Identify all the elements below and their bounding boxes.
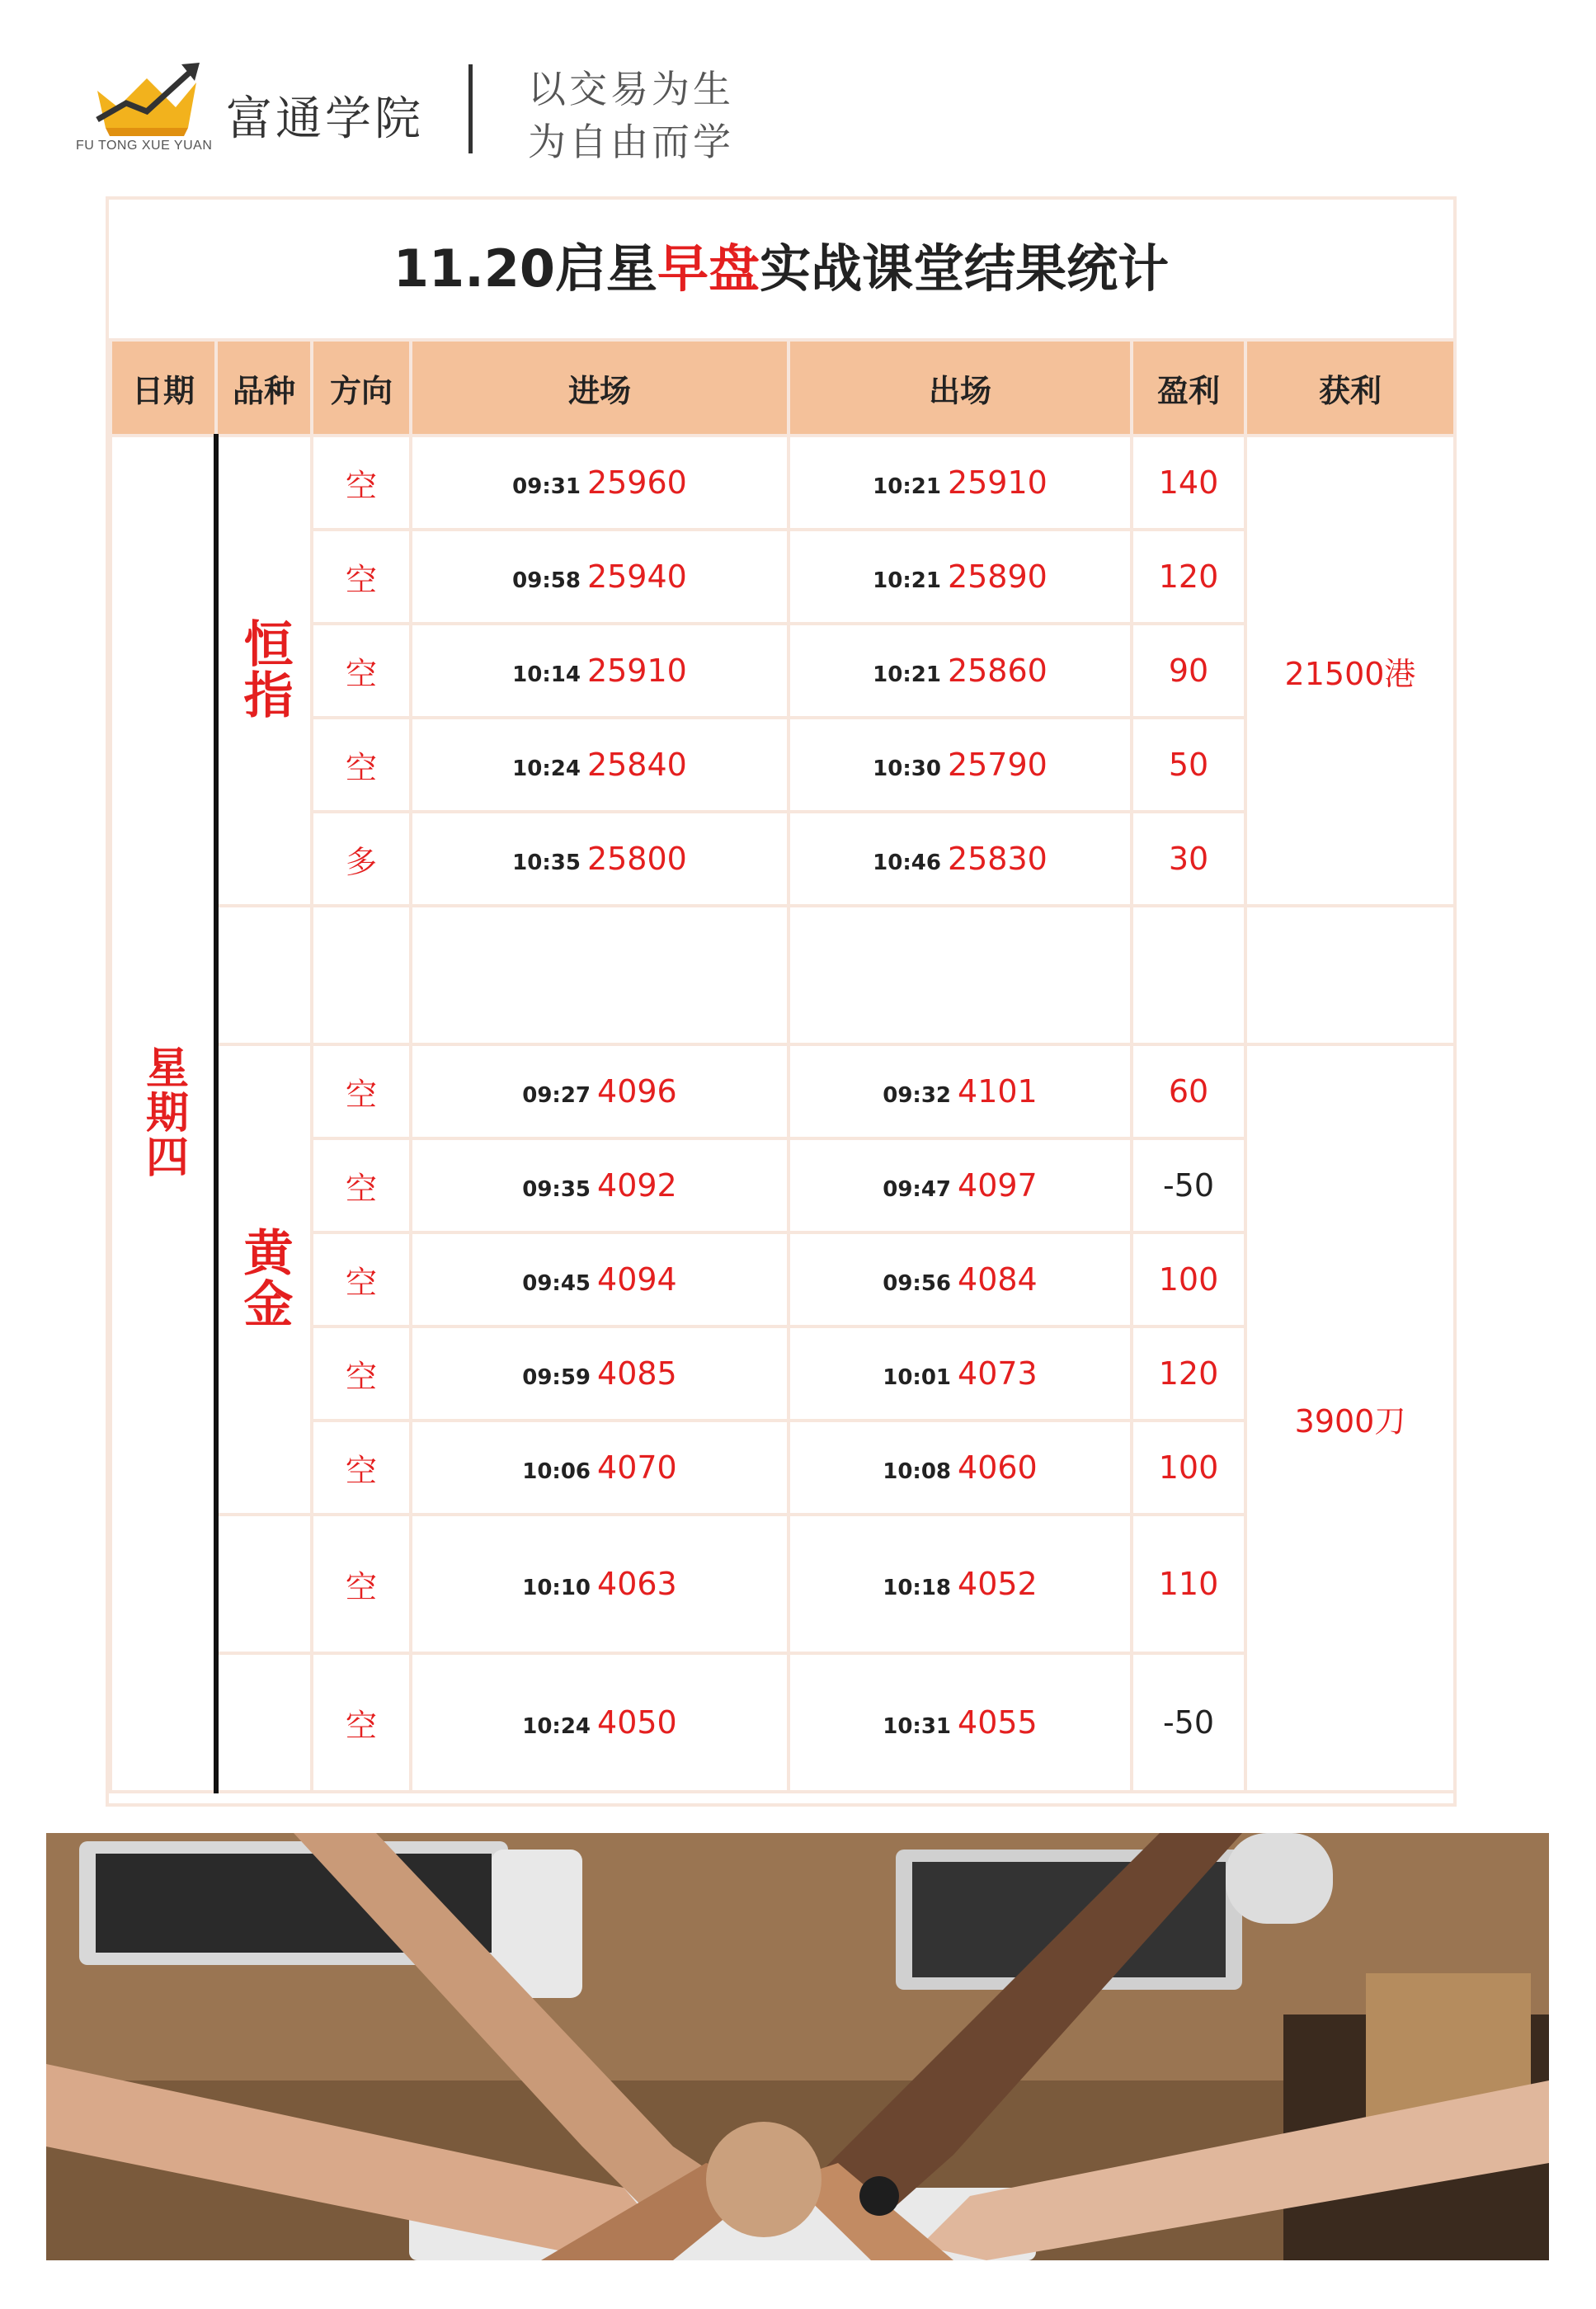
- direction-value: 空: [345, 467, 377, 504]
- exit-price: 4055: [958, 1704, 1038, 1741]
- table-row: [111, 436, 1455, 530]
- exit-time: 10:01: [883, 1365, 952, 1390]
- spacer-cell: [1132, 906, 1245, 1044]
- spacer-row: [111, 906, 1455, 1044]
- profit-value: 120: [1158, 1355, 1219, 1392]
- title-highlight: 早盘: [657, 238, 760, 299]
- results-card: [106, 196, 1457, 1807]
- profit-value: 120: [1158, 558, 1219, 595]
- exit-time: 10:21: [873, 474, 941, 499]
- exit-price: 4084: [958, 1261, 1038, 1298]
- exit-time: 10:21: [873, 662, 941, 687]
- entry-time: 09:58: [512, 568, 581, 593]
- direction-value: 空: [345, 655, 377, 692]
- table-row: [111, 1044, 1455, 1138]
- entry-cell: [411, 1653, 789, 1792]
- exit-price: 25860: [947, 653, 1048, 689]
- direction-cell: [312, 1653, 411, 1792]
- exit-cell: [789, 530, 1132, 624]
- direction-value: 空: [345, 1264, 377, 1301]
- exit-time: 09:32: [883, 1083, 952, 1108]
- profit-value: 110: [1158, 1566, 1219, 1602]
- entry-time: 09:31: [512, 474, 581, 499]
- direction-cell: [312, 1421, 411, 1515]
- entry-price: 25940: [586, 558, 687, 595]
- entry-time: 09:27: [522, 1083, 591, 1108]
- exit-price: 25830: [947, 841, 1048, 877]
- exit-price: 4060: [958, 1449, 1038, 1486]
- entry-cell: [411, 812, 789, 906]
- direction-cell: [312, 718, 411, 812]
- instrument-cell-empty: [216, 1653, 312, 1792]
- teamwork-photo: [46, 1833, 1549, 2260]
- header-direction: 方向: [312, 340, 411, 436]
- entry-time: 10:14: [512, 662, 581, 687]
- profit-value: 60: [1168, 1073, 1209, 1110]
- instrument-name: 恒指: [235, 618, 294, 720]
- entry-price: 25910: [586, 653, 687, 689]
- date-label: 星期四: [138, 1045, 188, 1179]
- direction-value: 空: [345, 749, 377, 786]
- profit-cell: [1132, 1515, 1245, 1653]
- exit-time: 09:47: [883, 1177, 952, 1202]
- direction-cell: [312, 1326, 411, 1421]
- exit-cell: [789, 1653, 1132, 1792]
- exit-cell: [789, 1044, 1132, 1138]
- direction-cell: [312, 436, 411, 530]
- entry-time: 09:59: [522, 1365, 591, 1390]
- profit-value: 50: [1168, 747, 1209, 783]
- exit-cell: [789, 624, 1132, 718]
- exit-time: 10:08: [883, 1459, 952, 1484]
- instrument-cell: [216, 436, 312, 906]
- profit-cell: [1132, 436, 1245, 530]
- exit-time: 10:21: [873, 568, 941, 593]
- exit-price: 4101: [958, 1073, 1038, 1110]
- exit-cell: [789, 718, 1132, 812]
- profit-cell: [1132, 718, 1245, 812]
- exit-cell: [789, 1232, 1132, 1326]
- profit-cell: [1132, 1421, 1245, 1515]
- exit-price: 25910: [947, 464, 1048, 501]
- header-date: 日期: [111, 340, 216, 436]
- exit-cell: [789, 1326, 1132, 1421]
- page-header: [0, 0, 1596, 190]
- entry-cell: [411, 1326, 789, 1421]
- page-title: [109, 200, 1453, 338]
- profit-value: 30: [1168, 841, 1209, 877]
- entry-price: 4094: [597, 1261, 677, 1298]
- profit-value: 140: [1158, 464, 1219, 501]
- exit-cell: [789, 436, 1132, 530]
- direction-cell: [312, 1138, 411, 1232]
- direction-value: 空: [345, 1568, 377, 1605]
- title-prefix: 11.20启星: [393, 238, 658, 299]
- crown-logo-icon: [89, 58, 205, 140]
- spacer-cell: [216, 906, 312, 1044]
- exit-price: 25890: [947, 558, 1048, 595]
- entry-price: 25960: [586, 464, 687, 501]
- entry-time: 09:45: [522, 1271, 591, 1296]
- entry-price: 25840: [586, 747, 687, 783]
- direction-cell: [312, 1232, 411, 1326]
- table-header-row: [111, 340, 1455, 436]
- exit-time: 10:46: [873, 851, 941, 875]
- direction-value: 空: [345, 1452, 377, 1489]
- entry-price: 4085: [597, 1355, 677, 1392]
- profit-cell: [1132, 1653, 1245, 1792]
- entry-time: 10:35: [512, 851, 581, 875]
- profit-value: 100: [1158, 1449, 1219, 1486]
- exit-time: 10:30: [873, 756, 941, 781]
- spacer-cell: [312, 906, 411, 1044]
- spacer-cell: [789, 906, 1132, 1044]
- entry-cell: [411, 530, 789, 624]
- header-instrument: 品种: [216, 340, 312, 436]
- entry-cell: [411, 718, 789, 812]
- exit-time: 10:31: [883, 1714, 952, 1739]
- spacer-cell: [1245, 906, 1455, 1044]
- profit-cell: [1132, 1232, 1245, 1326]
- entry-price: 25800: [586, 841, 687, 877]
- direction-value: 空: [345, 1707, 377, 1744]
- profit-cell: [1132, 812, 1245, 906]
- entry-time: 10:10: [522, 1576, 591, 1600]
- slogan-line-2: 为自由而学: [528, 120, 734, 164]
- logo-english-name: FU TONG XUE YUAN: [76, 139, 213, 153]
- header-entry: 进场: [411, 340, 789, 436]
- teamwork-fist-bump-photo: [46, 1833, 1549, 2260]
- exit-cell: [789, 1515, 1132, 1653]
- header-total: 获利: [1245, 340, 1455, 436]
- exit-cell: [789, 1421, 1132, 1515]
- entry-cell: [411, 1044, 789, 1138]
- exit-time: 09:56: [883, 1271, 952, 1296]
- direction-value: 空: [345, 1170, 377, 1207]
- instrument-cell: [216, 1044, 312, 1515]
- spacer-cell: [411, 906, 789, 1044]
- entry-cell: [411, 1515, 789, 1653]
- total-value: 3900刀: [1294, 1402, 1406, 1440]
- profit-value: 100: [1158, 1261, 1219, 1298]
- exit-price: 4097: [958, 1167, 1038, 1204]
- profit-cell: [1132, 530, 1245, 624]
- direction-value: 空: [345, 561, 377, 598]
- entry-cell: [411, 1138, 789, 1232]
- results-table: [109, 338, 1457, 1793]
- date-cell: [111, 436, 216, 1792]
- profit-value: -50: [1162, 1704, 1215, 1741]
- profit-cell: [1132, 1044, 1245, 1138]
- instrument-name: 黄金: [235, 1227, 294, 1329]
- profit-value: -50: [1162, 1167, 1215, 1204]
- profit-value: 90: [1168, 653, 1209, 689]
- direction-cell: [312, 1515, 411, 1653]
- profit-cell: [1132, 624, 1245, 718]
- exit-cell: [789, 812, 1132, 906]
- header-divider: [468, 64, 473, 153]
- exit-cell: [789, 1138, 1132, 1232]
- direction-cell: [312, 1044, 411, 1138]
- exit-price: 25790: [947, 747, 1048, 783]
- profit-cell: [1132, 1138, 1245, 1232]
- slogan-line-1: 以交易为生: [528, 67, 734, 111]
- entry-price: 4070: [597, 1449, 677, 1486]
- entry-price: 4050: [597, 1704, 677, 1741]
- total-value: 21500港: [1284, 655, 1416, 692]
- entry-time: 10:24: [522, 1714, 591, 1739]
- direction-value: 多: [345, 843, 377, 880]
- entry-time: 10:24: [512, 756, 581, 781]
- exit-price: 4052: [958, 1566, 1038, 1602]
- total-cell: [1245, 436, 1455, 906]
- direction-cell: [312, 624, 411, 718]
- title-suffix: 实战课堂结果统计: [760, 238, 1170, 299]
- direction-cell: [312, 812, 411, 906]
- entry-time: 09:35: [522, 1177, 591, 1202]
- direction-cell: [312, 530, 411, 624]
- header-profit: 盈利: [1132, 340, 1245, 436]
- profit-cell: [1132, 1326, 1245, 1421]
- instrument-cell-empty: [216, 1515, 312, 1653]
- entry-price: 4092: [597, 1167, 677, 1204]
- entry-cell: [411, 436, 789, 530]
- entry-price: 4063: [597, 1566, 677, 1602]
- exit-time: 10:18: [883, 1576, 952, 1600]
- header-exit: 出场: [789, 340, 1132, 436]
- entry-cell: [411, 1421, 789, 1515]
- direction-value: 空: [345, 1076, 377, 1113]
- entry-price: 4096: [597, 1073, 677, 1110]
- brand-name: 富通学院: [226, 92, 424, 146]
- entry-cell: [411, 624, 789, 718]
- entry-cell: [411, 1232, 789, 1326]
- direction-value: 空: [345, 1358, 377, 1395]
- entry-time: 10:06: [522, 1459, 591, 1484]
- exit-price: 4073: [958, 1355, 1038, 1392]
- total-cell: [1245, 1044, 1455, 1792]
